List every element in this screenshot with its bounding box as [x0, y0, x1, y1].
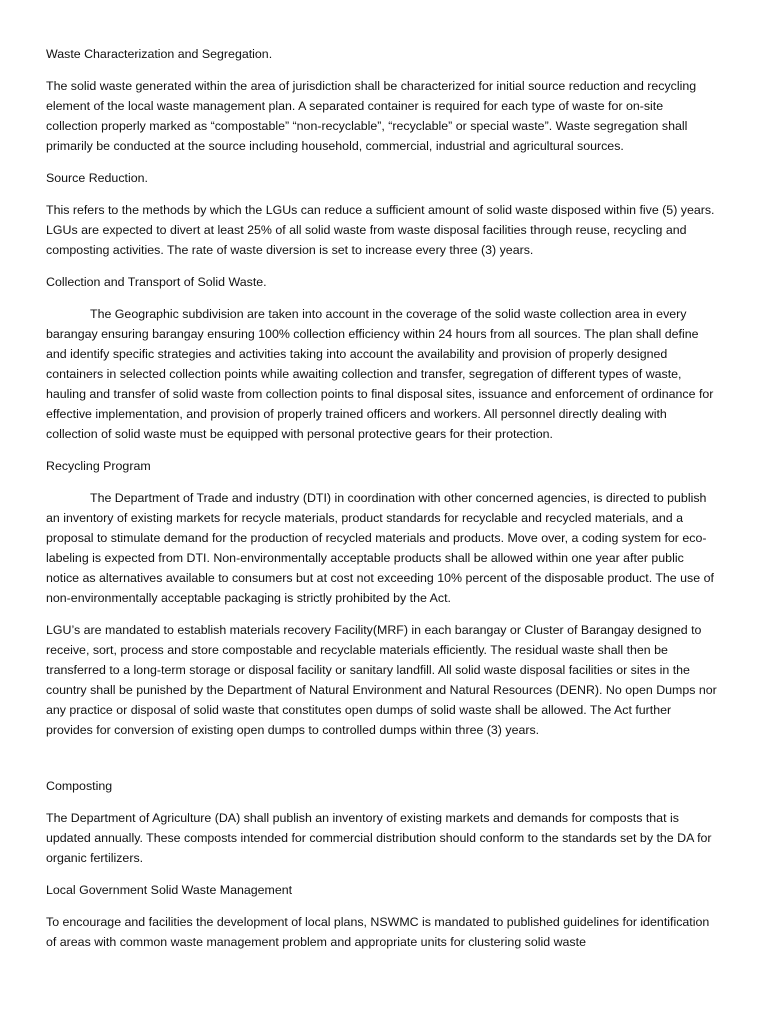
section-spacer — [46, 752, 718, 776]
paragraph-recycling-mrf: LGU’s are mandated to establish materials recovery Facility(MRF) in each barangay or Cluster of Barangay designed to receive, sort, process and store compostable and recyclable materials efficiently. The residual waste shall then be transferred to a long-term storage or disposal facility or sanitary landfill. All solid waste disposal facilities or sites in the country shall be punished by the Department of Natural Environment and Natural Resources (DENR). No open Dumps nor any practice or disposal of solid waste that constitutes open dumps of solid waste shall be allowed. The Act further provides for conversion of existing open dumps to controlled dumps within three (3) years. — [46, 623, 717, 737]
paragraph-collection-transport: The Geographic subdivision are taken into account in the coverage of the solid waste collection area in every barangay ensuring barangay ensuring 100% collection efficiency within 24 hours from all sources. The plan shall define and identify specific strategies and activities taking into account the availability and provision of properly designed containers in selected collection points while awaiting collection and transfer, segregation of different types of waste, hauling and transfer of solid waste from collection points to final disposal sites, issuance and enforcement of ordinance for effective implementation, and provision of properly trained officers and workers. All personnel directly dealing with collection of solid waste must be equipped with personal protective gears for their protection. — [46, 307, 714, 441]
section-heading-recycling-program: Recycling Program — [46, 459, 151, 473]
document-page — [46, 44, 718, 964]
section-heading-composting: Composting — [46, 779, 113, 793]
paragraph-local-government: To encourage and facilities the development of local plans, NSWMC is mandated to published guidelines for identification of areas with common waste management problem and appropriate units for clustering solid waste — [46, 915, 710, 949]
paragraph-source-reduction: This refers to the methods by which the LGUs can reduce a sufficient amount of solid waste disposed within five (5) years. LGUs are expected to divert at least 25% of all solid waste from waste disposal facilities through reuse, recycling and composting activities. The rate of waste diversion is set to increase every three (3) years. — [46, 203, 715, 257]
section-heading-waste-characterization: Waste Characterization and Segregation. — [46, 47, 273, 61]
paragraph-composting: The Department of Agriculture (DA) shall publish an inventory of existing markets and demands for composts that is updated annually. These composts intended for commercial distribution should conform to the standards set by the DA for organic fertilizers. — [46, 811, 712, 865]
section-heading-source-reduction: Source Reduction. — [46, 171, 148, 185]
paragraph-waste-characterization: The solid waste generated within the area of jurisdiction shall be characterized for initial source reduction and recycling element of the local waste management plan. A separated container is required for each type of waste for on-site collection properly marked as “compostable” “non-recyclable”, “recyclable” or special waste”. Waste segregation shall primarily be conducted at the source including household, commercial, industrial and agricultural sources. — [46, 79, 697, 153]
section-heading-local-government: Local Government Solid Waste Management — [46, 883, 293, 897]
section-heading-collection-transport: Collection and Transport of Solid Waste. — [46, 275, 267, 289]
paragraph-recycling-dti: The Department of Trade and industry (DTI) in coordination with other concerned agencies, is directed to publish an inventory of existing markets for recycle materials, product standards for recyclable and recycled materials, and a proposal to stimulate demand for the production of recycled materials and products. Move over, a coding system for eco-labeling is expected from DTI. Non-environmentally acceptable products shall be allowed within one year after public notice as alternatives available to consumers but at cost not exceeding 10% percent of the disposable product. The use of non-environmentally acceptable packaging is strictly prohibited by the Act. — [46, 491, 714, 605]
